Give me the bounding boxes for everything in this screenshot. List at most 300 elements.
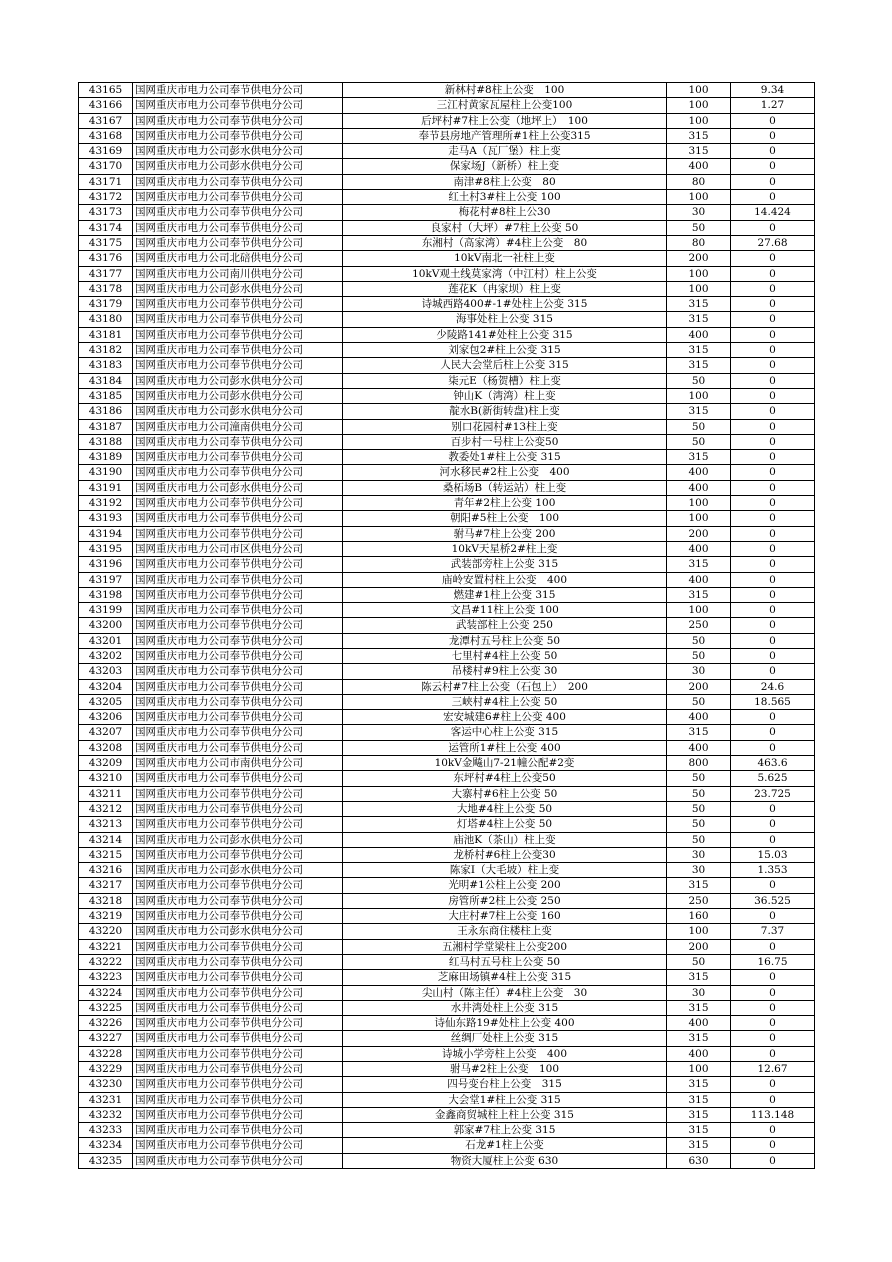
table-row [79, 603, 815, 618]
table-row [79, 327, 815, 342]
transformer-name-cell: 大会堂1#柱上公变 315 [343, 1092, 667, 1107]
value-cell: 0 [731, 557, 815, 572]
value-cell: 0 [731, 343, 815, 358]
capacity-cell: 400 [667, 1046, 731, 1061]
value-cell: 0 [731, 174, 815, 189]
capacity-cell: 100 [667, 83, 731, 98]
capacity-cell: 50 [667, 954, 731, 969]
row-id-cell: 43186 [79, 404, 133, 419]
org-name-cell: 国网重庆市电力公司奉节供电分公司 [133, 633, 343, 648]
table-row [79, 1107, 815, 1122]
capacity-cell: 30 [667, 664, 731, 679]
row-id-cell: 43220 [79, 924, 133, 939]
capacity-cell: 315 [667, 450, 731, 465]
capacity-cell: 250 [667, 893, 731, 908]
capacity-cell: 400 [667, 465, 731, 480]
value-cell: 0 [731, 480, 815, 495]
capacity-cell: 315 [667, 1138, 731, 1153]
org-name-cell: 国网重庆市电力公司奉节供电分公司 [133, 1138, 343, 1153]
transformer-name-cell: 百步村一号柱上公变50 [343, 434, 667, 449]
capacity-cell: 400 [667, 572, 731, 587]
row-id-cell: 43178 [79, 281, 133, 296]
row-id-cell: 43176 [79, 251, 133, 266]
org-name-cell: 国网重庆市电力公司奉节供电分公司 [133, 817, 343, 832]
value-cell: 0 [731, 1092, 815, 1107]
capacity-cell: 315 [667, 1123, 731, 1138]
row-id-cell: 43204 [79, 679, 133, 694]
value-cell: 0 [731, 251, 815, 266]
table-row [79, 1092, 815, 1107]
org-name-cell: 国网重庆市电力公司彭水供电分公司 [133, 281, 343, 296]
value-cell: 0 [731, 710, 815, 725]
table-row [79, 434, 815, 449]
transformer-name-cell: 灯塔#4柱上公变 50 [343, 817, 667, 832]
capacity-cell: 315 [667, 970, 731, 985]
transformer-name-cell: 三江村黄家瓦屋柱上公变100 [343, 98, 667, 113]
org-name-cell: 国网重庆市电力公司奉节供电分公司 [133, 878, 343, 893]
transformer-name-cell: 庙岭安置村柱上公变 400 [343, 572, 667, 587]
row-id-cell: 43175 [79, 235, 133, 250]
org-name-cell: 国网重庆市电力公司奉节供电分公司 [133, 205, 343, 220]
transformer-name-cell: 东湘村（高家湾）#4柱上公变 80 [343, 235, 667, 250]
capacity-cell: 50 [667, 694, 731, 709]
table-row [79, 909, 815, 924]
capacity-cell: 100 [667, 388, 731, 403]
org-name-cell: 国网重庆市电力公司奉节供电分公司 [133, 694, 343, 709]
org-name-cell: 国网重庆市电力公司奉节供电分公司 [133, 572, 343, 587]
value-cell: 0 [731, 878, 815, 893]
transformer-name-cell: 南津#8柱上公变 80 [343, 174, 667, 189]
value-cell: 0 [731, 312, 815, 327]
value-cell: 0 [731, 740, 815, 755]
table-row [79, 847, 815, 862]
value-cell: 0 [731, 603, 815, 618]
row-id-cell: 43207 [79, 725, 133, 740]
capacity-cell: 250 [667, 618, 731, 633]
capacity-cell: 315 [667, 297, 731, 312]
org-name-cell: 国网重庆市电力公司奉节供电分公司 [133, 1123, 343, 1138]
table-row [79, 832, 815, 847]
capacity-cell: 200 [667, 679, 731, 694]
row-id-cell: 43177 [79, 266, 133, 281]
table-row [79, 266, 815, 281]
transformer-name-cell: 水井湾处柱上公变 315 [343, 1000, 667, 1015]
capacity-cell: 315 [667, 878, 731, 893]
transformer-name-cell: 光明#1公柱上公变 200 [343, 878, 667, 893]
table-row [79, 251, 815, 266]
row-id-cell: 43212 [79, 801, 133, 816]
transformer-name-cell: 吊楼村#9柱上公变 30 [343, 664, 667, 679]
transformer-name-cell: 金鑫商贸城柱上柱上公变 315 [343, 1107, 667, 1122]
transformer-name-cell: 钟山K（湾湾）柱上变 [343, 388, 667, 403]
value-cell: 1.27 [731, 98, 815, 113]
capacity-cell: 315 [667, 128, 731, 143]
org-name-cell: 国网重庆市电力公司彭水供电分公司 [133, 373, 343, 388]
value-cell: 0 [731, 190, 815, 205]
capacity-cell: 100 [667, 511, 731, 526]
capacity-cell: 100 [667, 98, 731, 113]
transformer-name-cell: 保家场J（新桥）柱上变 [343, 159, 667, 174]
transformer-name-cell: 文昌#11柱上公变 100 [343, 603, 667, 618]
transformer-name-cell: 东坪村#4柱上公变50 [343, 771, 667, 786]
org-name-cell: 国网重庆市电力公司奉节供电分公司 [133, 1153, 343, 1168]
row-id-cell: 43166 [79, 98, 133, 113]
value-cell: 0 [731, 465, 815, 480]
org-name-cell: 国网重庆市电力公司彭水供电分公司 [133, 159, 343, 174]
capacity-cell: 200 [667, 251, 731, 266]
org-name-cell: 国网重庆市电力公司奉节供电分公司 [133, 526, 343, 541]
capacity-cell: 200 [667, 939, 731, 954]
capacity-cell: 160 [667, 909, 731, 924]
org-name-cell: 国网重庆市电力公司奉节供电分公司 [133, 511, 343, 526]
row-id-cell: 43235 [79, 1153, 133, 1168]
transformer-name-cell: 驸马#2柱上公变 100 [343, 1062, 667, 1077]
org-name-cell: 国网重庆市电力公司奉节供电分公司 [133, 450, 343, 465]
transformer-name-cell: 诗仙东路19#处柱上公变 400 [343, 1016, 667, 1031]
row-id-cell: 43185 [79, 388, 133, 403]
table-row [79, 526, 815, 541]
row-id-cell: 43182 [79, 343, 133, 358]
transformer-name-cell: 四号变台柱上公变 315 [343, 1077, 667, 1092]
org-name-cell: 国网重庆市电力公司奉节供电分公司 [133, 98, 343, 113]
transformer-name-cell: 后坪村#7柱上公变（地坪上） 100 [343, 113, 667, 128]
row-id-cell: 43202 [79, 648, 133, 663]
table-row [79, 1077, 815, 1092]
capacity-cell: 100 [667, 603, 731, 618]
row-id-cell: 43227 [79, 1031, 133, 1046]
org-name-cell: 国网重庆市电力公司彭水供电分公司 [133, 480, 343, 495]
value-cell: 0 [731, 817, 815, 832]
transformer-name-cell: 燃建#1柱上公变 315 [343, 587, 667, 602]
org-name-cell: 国网重庆市电力公司彭水供电分公司 [133, 144, 343, 159]
org-name-cell: 国网重庆市电力公司奉节供电分公司 [133, 740, 343, 755]
org-name-cell: 国网重庆市电力公司奉节供电分公司 [133, 312, 343, 327]
transformer-name-cell: 10kV天星桥2#柱上变 [343, 541, 667, 556]
transformer-name-cell: 陈家I（大毛坡）柱上变 [343, 863, 667, 878]
org-name-cell: 国网重庆市电力公司潼南供电分公司 [133, 419, 343, 434]
capacity-cell: 315 [667, 144, 731, 159]
value-cell: 16.75 [731, 954, 815, 969]
value-cell: 0 [731, 725, 815, 740]
org-name-cell: 国网重庆市电力公司奉节供电分公司 [133, 190, 343, 205]
table-row [79, 1138, 815, 1153]
org-name-cell: 国网重庆市电力公司奉节供电分公司 [133, 1077, 343, 1092]
capacity-cell: 800 [667, 756, 731, 771]
org-name-cell: 国网重庆市电力公司奉节供电分公司 [133, 648, 343, 663]
org-name-cell: 国网重庆市电力公司奉节供电分公司 [133, 618, 343, 633]
value-cell: 24.6 [731, 679, 815, 694]
value-cell: 5.625 [731, 771, 815, 786]
value-cell: 0 [731, 1000, 815, 1015]
transformer-name-cell: 尖山村（陈主任）#4柱上公变 30 [343, 985, 667, 1000]
org-name-cell: 国网重庆市电力公司奉节供电分公司 [133, 1062, 343, 1077]
transformer-name-cell: 大地#4柱上公变 50 [343, 801, 667, 816]
org-name-cell: 国网重庆市电力公司奉节供电分公司 [133, 496, 343, 511]
capacity-cell: 400 [667, 159, 731, 174]
value-cell: 0 [731, 327, 815, 342]
row-id-cell: 43192 [79, 496, 133, 511]
row-id-cell: 43194 [79, 526, 133, 541]
row-id-cell: 43173 [79, 205, 133, 220]
row-id-cell: 43214 [79, 832, 133, 847]
row-id-cell: 43174 [79, 220, 133, 235]
row-id-cell: 43198 [79, 587, 133, 602]
transformer-name-cell: 刘家包2#柱上公变 315 [343, 343, 667, 358]
row-id-cell: 43231 [79, 1092, 133, 1107]
value-cell: 12.67 [731, 1062, 815, 1077]
value-cell: 0 [731, 648, 815, 663]
table-row [79, 618, 815, 633]
capacity-cell: 50 [667, 373, 731, 388]
row-id-cell: 43188 [79, 434, 133, 449]
capacity-cell: 315 [667, 1107, 731, 1122]
value-cell: 0 [731, 128, 815, 143]
value-cell: 463.6 [731, 756, 815, 771]
table-row [79, 557, 815, 572]
org-name-cell: 国网重庆市电力公司奉节供电分公司 [133, 939, 343, 954]
row-id-cell: 43171 [79, 174, 133, 189]
transformer-name-cell: 红马村五号柱上公变 50 [343, 954, 667, 969]
value-cell: 0 [731, 1077, 815, 1092]
capacity-cell: 315 [667, 1092, 731, 1107]
value-cell: 0 [731, 388, 815, 403]
capacity-cell: 50 [667, 648, 731, 663]
value-cell: 0 [731, 1031, 815, 1046]
capacity-cell: 100 [667, 190, 731, 205]
table-row [79, 281, 815, 296]
transformer-name-cell: 石龙#1柱上公变 [343, 1138, 667, 1153]
org-name-cell: 国网重庆市电力公司奉节供电分公司 [133, 786, 343, 801]
org-name-cell: 国网重庆市电力公司奉节供电分公司 [133, 235, 343, 250]
table-row [79, 664, 815, 679]
row-id-cell: 43183 [79, 358, 133, 373]
transformer-name-cell: 走马A（瓦厂堡）柱上变 [343, 144, 667, 159]
value-cell: 0 [731, 220, 815, 235]
table-row [79, 511, 815, 526]
org-name-cell: 国网重庆市电力公司奉节供电分公司 [133, 343, 343, 358]
row-id-cell: 43197 [79, 572, 133, 587]
org-name-cell: 国网重庆市电力公司奉节供电分公司 [133, 465, 343, 480]
row-id-cell: 43169 [79, 144, 133, 159]
capacity-cell: 100 [667, 496, 731, 511]
transformer-name-cell: 陈云村#7柱上公变（石包上） 200 [343, 679, 667, 694]
transformer-name-cell: 靛水B(新街转盘)柱上变 [343, 404, 667, 419]
transformer-name-cell: 河水移民#2柱上公变 400 [343, 465, 667, 480]
table-row [79, 771, 815, 786]
table-row [79, 1031, 815, 1046]
capacity-cell: 50 [667, 786, 731, 801]
transformer-name-cell: 莲花K（冉家坝）柱上变 [343, 281, 667, 296]
transformer-name-cell: 10kV金飚山7-21幢公配#2变 [343, 756, 667, 771]
table-row [79, 710, 815, 725]
org-name-cell: 国网重庆市电力公司奉节供电分公司 [133, 970, 343, 985]
row-id-cell: 43191 [79, 480, 133, 495]
table-row [79, 388, 815, 403]
transformer-name-cell: 青年#2柱上公变 100 [343, 496, 667, 511]
org-name-cell: 国网重庆市电力公司彭水供电分公司 [133, 388, 343, 403]
row-id-cell: 43217 [79, 878, 133, 893]
capacity-cell: 315 [667, 1077, 731, 1092]
table-row [79, 1000, 815, 1015]
table-row [79, 128, 815, 143]
table-row [79, 970, 815, 985]
value-cell: 36.525 [731, 893, 815, 908]
row-id-cell: 43219 [79, 909, 133, 924]
value-cell: 1.353 [731, 863, 815, 878]
org-name-cell: 国网重庆市电力公司奉节供电分公司 [133, 603, 343, 618]
transformer-name-cell: 10kV观土线莫家湾（中江村）柱上公变 [343, 266, 667, 281]
table-row [79, 1123, 815, 1138]
org-name-cell: 国网重庆市电力公司奉节供电分公司 [133, 710, 343, 725]
org-name-cell: 国网重庆市电力公司奉节供电分公司 [133, 985, 343, 1000]
row-id-cell: 43216 [79, 863, 133, 878]
transformer-name-cell: 物资大厦柱上公变 630 [343, 1153, 667, 1168]
transformer-name-cell: 丝绸厂处柱上公变 315 [343, 1031, 667, 1046]
table-row [79, 419, 815, 434]
row-id-cell: 43223 [79, 970, 133, 985]
capacity-cell: 50 [667, 220, 731, 235]
row-id-cell: 43179 [79, 297, 133, 312]
value-cell: 0 [731, 633, 815, 648]
table-row [79, 343, 815, 358]
org-name-cell: 国网重庆市电力公司彭水供电分公司 [133, 863, 343, 878]
capacity-cell: 80 [667, 174, 731, 189]
value-cell: 0 [731, 572, 815, 587]
org-name-cell: 国网重庆市电力公司奉节供电分公司 [133, 358, 343, 373]
org-name-cell: 国网重庆市电力公司市南供电分公司 [133, 756, 343, 771]
capacity-cell: 100 [667, 281, 731, 296]
value-cell: 0 [731, 1046, 815, 1061]
transformer-name-cell: 别口花园村#13柱上变 [343, 419, 667, 434]
capacity-cell: 100 [667, 1062, 731, 1077]
row-id-cell: 43180 [79, 312, 133, 327]
table-row [79, 174, 815, 189]
row-id-cell: 43168 [79, 128, 133, 143]
value-cell: 0 [731, 113, 815, 128]
transformer-name-cell: 人民大会堂后柱上公变 315 [343, 358, 667, 373]
capacity-cell: 50 [667, 832, 731, 847]
capacity-cell: 400 [667, 541, 731, 556]
value-cell: 0 [731, 434, 815, 449]
capacity-cell: 50 [667, 817, 731, 832]
transformer-name-cell: 奉节县房地产管理所#1柱上公变315 [343, 128, 667, 143]
capacity-cell: 30 [667, 863, 731, 878]
row-id-cell: 43203 [79, 664, 133, 679]
org-name-cell: 国网重庆市电力公司奉节供电分公司 [133, 327, 343, 342]
value-cell: 7.37 [731, 924, 815, 939]
value-cell: 0 [731, 496, 815, 511]
table-body [79, 83, 815, 1169]
value-cell: 0 [731, 358, 815, 373]
row-id-cell: 43184 [79, 373, 133, 388]
transformer-name-cell: 房管所#2柱上公变 250 [343, 893, 667, 908]
row-id-cell: 43215 [79, 847, 133, 862]
row-id-cell: 43187 [79, 419, 133, 434]
transformer-name-cell: 良家村（大坪）#7柱上公变 50 [343, 220, 667, 235]
table-row [79, 190, 815, 205]
capacity-cell: 100 [667, 266, 731, 281]
table-row [79, 725, 815, 740]
capacity-cell: 100 [667, 924, 731, 939]
value-cell: 0 [731, 985, 815, 1000]
value-cell: 0 [731, 281, 815, 296]
row-id-cell: 43199 [79, 603, 133, 618]
value-cell: 0 [731, 801, 815, 816]
org-name-cell: 国网重庆市电力公司奉节供电分公司 [133, 297, 343, 312]
row-id-cell: 43221 [79, 939, 133, 954]
value-cell: 0 [731, 1016, 815, 1031]
row-id-cell: 43228 [79, 1046, 133, 1061]
capacity-cell: 30 [667, 847, 731, 862]
org-name-cell: 国网重庆市电力公司奉节供电分公司 [133, 128, 343, 143]
capacity-cell: 400 [667, 710, 731, 725]
row-id-cell: 43225 [79, 1000, 133, 1015]
transformer-name-cell: 运管所1#柱上公变 400 [343, 740, 667, 755]
table-row [79, 358, 815, 373]
capacity-cell: 50 [667, 801, 731, 816]
transformer-name-cell: 庙池K（茶山）柱上变 [343, 832, 667, 847]
transformer-name-cell: 客运中心柱上公变 315 [343, 725, 667, 740]
value-cell: 0 [731, 144, 815, 159]
row-id-cell: 43200 [79, 618, 133, 633]
value-cell: 0 [731, 1138, 815, 1153]
transformer-name-cell: 王永东商住楼柱上变 [343, 924, 667, 939]
org-name-cell: 国网重庆市电力公司奉节供电分公司 [133, 679, 343, 694]
org-name-cell: 国网重庆市电力公司奉节供电分公司 [133, 1000, 343, 1015]
data-table [78, 82, 815, 1169]
org-name-cell: 国网重庆市电力公司奉节供电分公司 [133, 1107, 343, 1122]
org-name-cell: 国网重庆市电力公司奉节供电分公司 [133, 587, 343, 602]
row-id-cell: 43211 [79, 786, 133, 801]
transformer-name-cell: 驸马#7柱上公变 200 [343, 526, 667, 541]
transformer-name-cell: 五湘村学堂梁柱上公变200 [343, 939, 667, 954]
transformer-name-cell: 龙桥村#6柱上公变30 [343, 847, 667, 862]
table-row [79, 465, 815, 480]
org-name-cell: 国网重庆市电力公司奉节供电分公司 [133, 909, 343, 924]
value-cell: 0 [731, 373, 815, 388]
transformer-name-cell: 大庄村#7柱上公变 160 [343, 909, 667, 924]
capacity-cell: 400 [667, 480, 731, 495]
capacity-cell: 80 [667, 235, 731, 250]
capacity-cell: 400 [667, 1016, 731, 1031]
value-cell: 0 [731, 909, 815, 924]
table-row [79, 159, 815, 174]
table-row [79, 312, 815, 327]
value-cell: 0 [731, 526, 815, 541]
value-cell: 0 [731, 664, 815, 679]
capacity-cell: 200 [667, 526, 731, 541]
org-name-cell: 国网重庆市电力公司北碚供电分公司 [133, 251, 343, 266]
value-cell: 0 [731, 832, 815, 847]
capacity-cell: 315 [667, 587, 731, 602]
value-cell: 0 [731, 618, 815, 633]
transformer-name-cell: 武装部柱上公变 250 [343, 618, 667, 633]
transformer-name-cell: 柒元E（杨贺槽）柱上变 [343, 373, 667, 388]
capacity-cell: 315 [667, 343, 731, 358]
table-row [79, 587, 815, 602]
table-row [79, 985, 815, 1000]
table-row [79, 572, 815, 587]
transformer-name-cell: 红土村3#柱上公变 100 [343, 190, 667, 205]
capacity-cell: 30 [667, 985, 731, 1000]
org-name-cell: 国网重庆市电力公司奉节供电分公司 [133, 1031, 343, 1046]
org-name-cell: 国网重庆市电力公司彭水供电分公司 [133, 832, 343, 847]
row-id-cell: 43196 [79, 557, 133, 572]
row-id-cell: 43218 [79, 893, 133, 908]
table-row [79, 817, 815, 832]
table-row [79, 205, 815, 220]
table-row [79, 954, 815, 969]
